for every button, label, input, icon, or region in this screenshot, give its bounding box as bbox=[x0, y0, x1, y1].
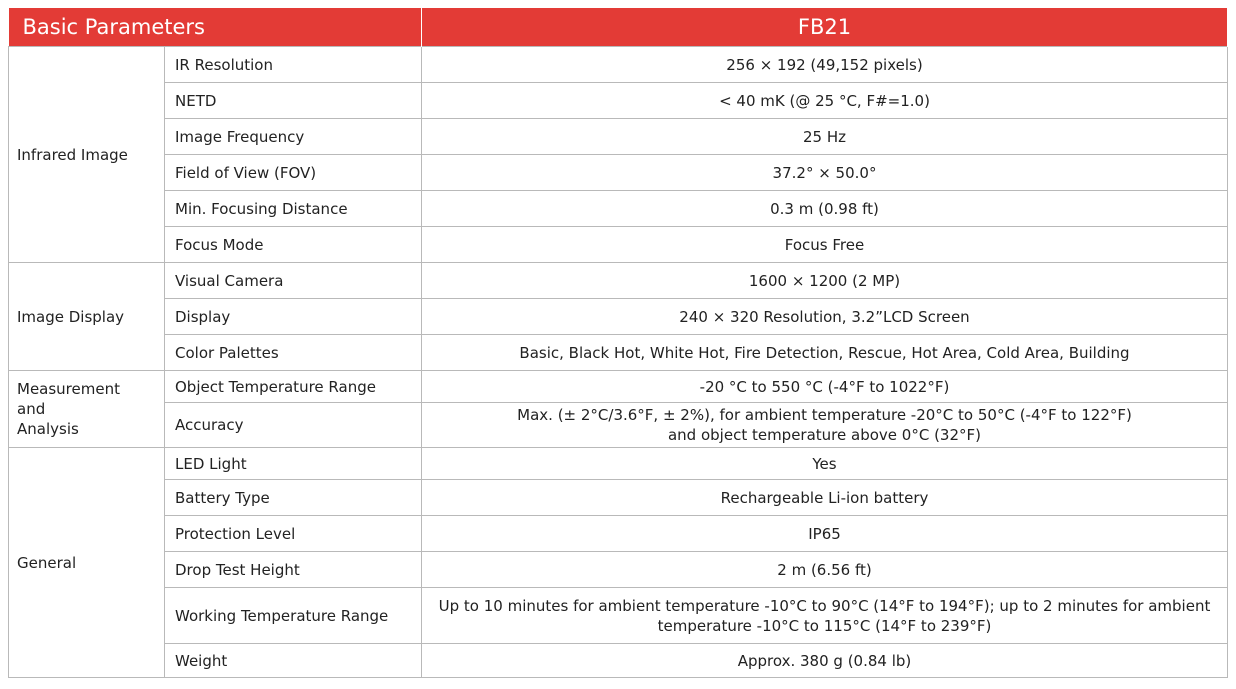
param-value: 37.2° × 50.0° bbox=[422, 155, 1228, 191]
value-line: Max. (± 2°C/3.6°F, ± 2%), for ambient temperature -20°C to 50°C (-4°F to 122°F) bbox=[517, 406, 1132, 424]
param-label: Drop Test Height bbox=[165, 552, 422, 588]
param-value: IP65 bbox=[422, 516, 1228, 552]
header-basic-parameters: Basic Parameters bbox=[9, 8, 422, 47]
param-label: IR Resolution bbox=[165, 47, 422, 83]
table-row bbox=[9, 227, 1228, 263]
table-row bbox=[9, 516, 1228, 552]
param-value: 256 × 192 (49,152 pixels) bbox=[422, 47, 1228, 83]
table-row bbox=[9, 83, 1228, 119]
param-value: < 40 mK (@ 25 °C, F#=1.0) bbox=[422, 83, 1228, 119]
param-value bbox=[422, 403, 1228, 448]
table-row bbox=[9, 335, 1228, 371]
param-value: Approx. 380 g (0.84 lb) bbox=[422, 644, 1228, 678]
param-label: Working Temperature Range bbox=[165, 588, 422, 644]
param-label: Display bbox=[165, 299, 422, 335]
table-row bbox=[9, 552, 1228, 588]
table-row bbox=[9, 155, 1228, 191]
table-row bbox=[9, 448, 1228, 480]
value-line: and object temperature above 0°C (32°F) bbox=[667, 426, 981, 444]
spec-sheet bbox=[8, 8, 1227, 678]
table-header-row bbox=[9, 8, 1228, 47]
group-measurement-analysis bbox=[9, 371, 165, 448]
param-label: Battery Type bbox=[165, 480, 422, 516]
param-value: 0.3 m (0.98 ft) bbox=[422, 191, 1228, 227]
table-row bbox=[9, 403, 1228, 448]
param-value: 240 × 320 Resolution, 3.2”LCD Screen bbox=[422, 299, 1228, 335]
param-value: Basic, Black Hot, White Hot, Fire Detection, Rescue, Hot Area, Cold Area, Building bbox=[422, 335, 1228, 371]
param-label: Object Temperature Range bbox=[165, 371, 422, 403]
param-value: Rechargeable Li-ion battery bbox=[422, 480, 1228, 516]
table-row bbox=[9, 191, 1228, 227]
param-label: Visual Camera bbox=[165, 263, 422, 299]
table-row bbox=[9, 644, 1228, 678]
param-label: Min. Focusing Distance bbox=[165, 191, 422, 227]
spec-table bbox=[8, 8, 1228, 678]
param-label: Field of View (FOV) bbox=[165, 155, 422, 191]
param-label: NETD bbox=[165, 83, 422, 119]
value-line: Up to 10 minutes for ambient temperature -10°C to 90°C (14°F to 194°F); up to 2 minutes for ambient bbox=[438, 596, 1211, 615]
param-value: Yes bbox=[422, 448, 1228, 480]
param-value: Focus Free bbox=[422, 227, 1228, 263]
param-value: 2 m (6.56 ft) bbox=[422, 552, 1228, 588]
group-infrared-image: Infrared Image bbox=[9, 47, 165, 263]
header-model: FB21 bbox=[422, 8, 1228, 47]
table-row bbox=[9, 47, 1228, 83]
param-value: -20 °C to 550 °C (-4°F to 1022°F) bbox=[422, 371, 1228, 403]
group-label-line: and bbox=[17, 400, 46, 418]
param-value bbox=[422, 588, 1228, 644]
param-value: 25 Hz bbox=[422, 119, 1228, 155]
group-label-line: Measurement bbox=[17, 380, 120, 398]
param-label: Weight bbox=[165, 644, 422, 678]
param-value: 1600 × 1200 (2 MP) bbox=[422, 263, 1228, 299]
param-label: Image Frequency bbox=[165, 119, 422, 155]
table-row bbox=[9, 299, 1228, 335]
param-label: LED Light bbox=[165, 448, 422, 480]
value-line: temperature -10°C to 115°C (14°F to 239°F) bbox=[657, 616, 992, 635]
table-row bbox=[9, 371, 1228, 403]
group-general: General bbox=[9, 448, 165, 678]
table-row bbox=[9, 588, 1228, 644]
table-row bbox=[9, 263, 1228, 299]
param-label: Accuracy bbox=[165, 403, 422, 448]
param-label: Focus Mode bbox=[165, 227, 422, 263]
group-image-display: Image Display bbox=[9, 263, 165, 371]
table-row bbox=[9, 119, 1228, 155]
param-label: Color Palettes bbox=[165, 335, 422, 371]
param-label: Protection Level bbox=[165, 516, 422, 552]
table-row bbox=[9, 480, 1228, 516]
group-label-line: Analysis bbox=[17, 420, 79, 438]
